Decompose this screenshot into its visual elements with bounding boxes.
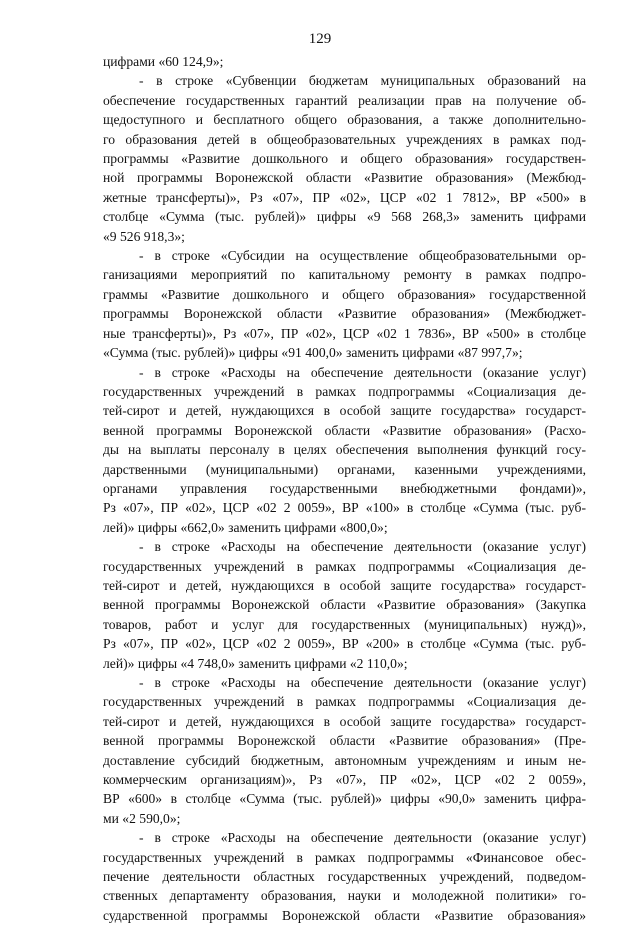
text-line: жетные трансферты)», Рз «07», ПР «02», ЦСР «02 1 7812», ВР «500» в xyxy=(103,189,586,205)
paragraph-first-line: - в строке «Расходы на обеспечение деятельности (оказание услуг) xyxy=(139,675,586,690)
body-text xyxy=(103,52,586,925)
text-line: сударственной программы Воронежской области «Развитие образования» xyxy=(103,907,586,923)
text-line: ВР «600» в столбце «Сумма (тыс. рублей)» цифры «90,0» заменить цифра- xyxy=(103,791,586,807)
text-line: программы «Развитие дошкольного и общего образования» государствен- xyxy=(103,151,586,167)
text-line: лей)» цифры «4 748,0» заменить цифрами «2 110,0»; xyxy=(103,655,408,671)
text-line: государственных учреждений в рамках подпрограммы «Финансовое обес- xyxy=(103,849,586,865)
text-line: граммы «Развитие дошкольного и общего образования» государственной xyxy=(103,286,586,302)
text-line: ные трансферты)», Рз «07», ПР «02», ЦСР «02 1 7836», ВР «500» в столбце xyxy=(103,325,586,341)
text-line: венной программы Воронежской области «Развитие образования» (Пре- xyxy=(103,733,586,749)
text-line: дарственными (муниципальными) органами, казенными учреждениями, xyxy=(103,461,586,477)
text-line: Рз «07», ПР «02», ЦСР «02 2 0059», ВР «200» в столбце «Сумма (тыс. руб- xyxy=(103,636,586,652)
text-line: тей-сирот и детей, нуждающихся в особой защите государства» государст- xyxy=(103,577,586,593)
text-line: венной программы Воронежской области «Развитие образования» (Закупка xyxy=(103,597,586,613)
text-line: ганизациями мероприятий по капитальному ремонту в рамках подпро- xyxy=(103,267,586,283)
text-line: ной программы Воронежской области «Развитие образования» (Межбюд- xyxy=(103,170,586,186)
text-line: тей-сирот и детей, нуждающихся в особой защите государства» государст- xyxy=(103,713,586,729)
text-line: государственных учреждений в рамках подпрограммы «Социализация де- xyxy=(103,383,586,399)
text-line: «9 526 918,3»; xyxy=(103,228,185,244)
text-line: товаров, работ и услуг для государственных (муниципальных) нужд)», xyxy=(103,616,586,632)
text-line: «Сумма (тыс. рублей)» цифры «91 400,0» заменить цифрами «87 997,7»; xyxy=(103,345,523,361)
text-line: цифрами «60 124,9»; xyxy=(103,54,224,69)
text-line: ды на выплаты персоналу в целях обеспечения выполнения функций госу- xyxy=(103,442,586,458)
paragraph-first-line: - в строке «Расходы на обеспечение деятельности (оказание услуг) xyxy=(139,539,586,555)
text-line: органами управления государственными внебюджетными фондами)», xyxy=(103,480,586,496)
text-line: программы Воронежской области «Развитие образования» (Межбюджет- xyxy=(103,306,586,322)
text-line: Рз «07», ПР «02», ЦСР «02 2 0059», ВР «100» в столбце «Сумма (тыс. руб- xyxy=(103,500,586,516)
text-line: обеспечение государственных гарантий реализации прав на получение об- xyxy=(103,92,586,108)
page-number: 129 xyxy=(308,31,332,47)
text-line: го образования детей в общеобразовательных учреждениях в рамках под- xyxy=(103,131,586,147)
text-line: венной программы Воронежской области «Развитие образования» (Расхо- xyxy=(103,422,586,438)
text-line: доставление субсидий бюджетным, автономным учреждениям и иным не- xyxy=(103,752,586,768)
text-line: столбце «Сумма (тыс. рублей)» цифры «9 568 268,3» заменить цифрами xyxy=(103,209,586,225)
text-line: лей)» цифры «662,0» заменить цифрами «800,0»; xyxy=(103,519,388,535)
text-line: коммерческим организациям)», Рз «07», ПР «02», ЦСР «02 2 0059», xyxy=(103,772,586,788)
paragraph-first-line: - в строке «Субвенции бюджетам муниципальных образований на xyxy=(139,73,586,89)
paragraph-first-line: - в строке «Расходы на обеспечение деятельности (оказание услуг) xyxy=(139,830,586,846)
paragraph-first-line: - в строке «Расходы на обеспечение деятельности (оказание услуг) xyxy=(139,364,586,380)
text-line: ми «2 590,0»; xyxy=(103,810,181,826)
text-line: государственных учреждений в рамках подпрограммы «Социализация де- xyxy=(103,558,586,574)
paragraph-first-line: - в строке «Субсидии на осуществление общеобразовательными ор- xyxy=(139,248,586,264)
text-line: щедоступного и бесплатного общего образования, а также дополнительно- xyxy=(103,112,586,128)
text-line: печение деятельности областных государственных учреждений, подведом- xyxy=(103,869,586,885)
text-line: ственных департаменту образования, науки и молодежной политики» го- xyxy=(103,888,586,904)
text-line: государственных учреждений в рамках подпрограммы «Социализация де- xyxy=(103,694,586,710)
text-line: тей-сирот и детей, нуждающихся в особой защите государства» государст- xyxy=(103,403,586,419)
